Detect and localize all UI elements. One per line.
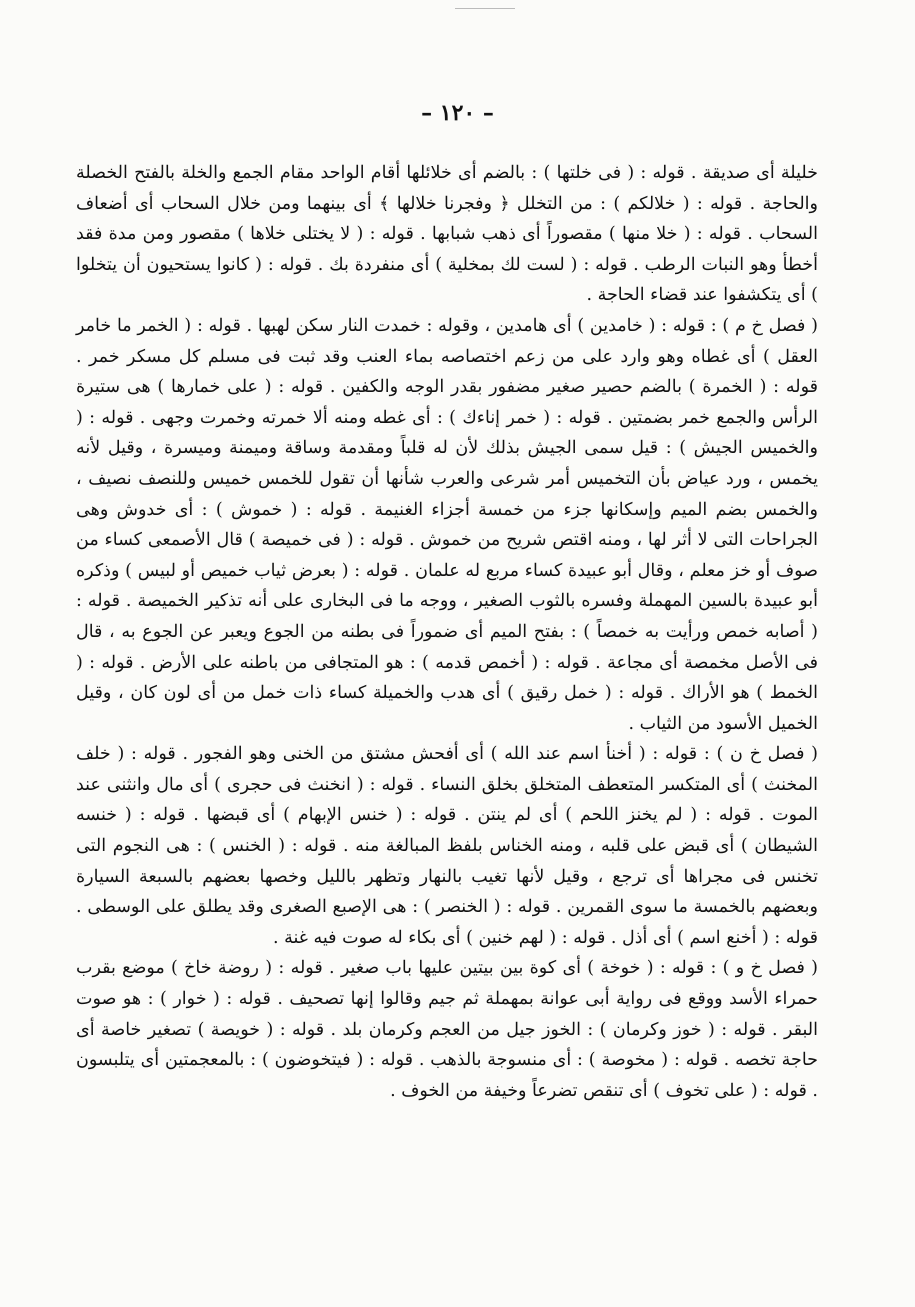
page-body [76,158,818,1106]
page-number: – ١٢٠ – [421,100,494,126]
paragraph-khl: خليلة أى صديقة . قوله : ( فى خلتها ) : بالضم أى خلائلها أقام الواحد مقام الجمع والخلة بالفتح الخصلة والحاجة . قوله : ( خلالكم ) : من التخلل ﴿ وفجرنا خلالها ﴾ أى بينهما ومن خلال السحاب أى أضعاف السحاب . قوله : ( خلا منها ) مقصوراً أى ذهب شبابها . قوله : ( لا يختلى خلاها ) مقصور ومن مدة فقد أخطأ وهو النبات الرطب . قوله : ( لست لك بمخلية ) أى منفردة بك . قوله : ( كانوا يستحيون أن يتخلوا ) أى يتكشفوا عند قضاء الحاجة . [76,163,818,306]
top-rule [455,8,515,9]
paragraph-fasl-kh-m: ( فصل خ م ) : قوله : ( خامدين ) أى هامدين ، وقوله : خمدت النار سكن لهبها . قوله : ( الخمر ما خامر العقل ) أى غطاه وهو وارد على من زعم اختصاصه بماء العنب وقد ثبت فى مسلم كل مسكر خمر . قوله : ( الخمرة ) بالضم حصير صغير مضفور بقدر الوجه والكفين . قوله : ( على خمارها ) هى ستيرة الرأس والجمع خمر بضمتين . قوله : ( خمر إناءك ) : أى غطه ومنه ألا خمرته وخمرت وجهى . قوله : ( والخميس الجيش ) : قيل سمى الجيش بذلك لأن له قلباً ومقدمة وساقة وميمنة وميسرة ، وقيل لأنه يخمس ، ورد عياض بأن التخميس أمر شرعى والعرب شأنها أن تقول للخمس خميس وللنصف نصيف ، والخمس بضم الميم وإسكانها جزء من خمسة أجزاء الغنيمة . قوله : ( خموش ) : أى خدوش وهى الجراحات التى لا أثر لها ، ومنه اقتص شريح من خموش . قوله : ( فى خميصة ) قال الأصمعى كساء من صوف أو خز معلم ، وقال أبو عبيدة كساء مربع له علمان . قوله : ( بعرض ثياب خميص أو لبيس ) وذكره أبو عبيدة بالسين المهملة وفسره بالثوب الصغير ، ووجه ما فى البخارى على أنه تذكير الخميصة . قوله : ( أصابه خمص ورأيت به خمصاً ) : بفتح الميم أى ضموراً فى بطنه من الجوع ويعبر عن الجوع به ، قال فى الأصل مخمصة أى مجاعة . قوله : ( أخمص قدمه ) : هو المتجافى من باطنه على الأرض . قوله : ( الخمط ) هو الأراك . قوله : ( خمل رقيق ) أى هدب والخميلة كساء ذات خمل من أى لون كان ، وقيل الخميل الأسود من الثياب . [76,315,818,734]
paragraph-fasl-kh-w: ( فصل خ و ) : قوله : ( خوخة ) أى كوة بين بيتين عليها باب صغير . قوله : ( روضة خاخ ) موضع بقرب حمراء الأسد ووقع فى رواية أبى عوانة بمهملة ثم جيم وقالوا إنها تصحيف . قوله : ( خوار ) : هو صوت البقر . قوله : ( خوز وكرمان ) : الخوز جيل من العجم وكرمان بلد . قوله : ( خويصة ) تصغير خاصة أى حاجة تخصه . قوله : ( مخوصة ) : أى منسوجة بالذهب . قوله : ( فيتخوضون ) : بالمعجمتين أى يتلبسون . قوله : ( على تخوف ) أى تنقص تضرعاً وخيفة من الخوف . [76,958,818,1101]
paragraph-fasl-kh-n: ( فصل خ ن ) : قوله : ( أخنأ اسم عند الله ) أى أفحش مشتق من الخنى وهو الفجور . قوله : ( خلف المخنث ) أى المتكسر المتعطف المتخلق بخلق النساء . قوله : ( انخنث فى حجرى ) أى مال وانثنى عند الموت . قوله : ( لم يخنز اللحم ) أى لم ينتن . قوله : ( خنس الإبهام ) أى قبضها . قوله : ( خنسه الشيطان ) أى قبض على قلبه ، ومنه الخناس بلفظ المبالغة منه . قوله : ( الخنس ) : هى النجوم التى تخنس فى مجراها أى ترجع ، وقيل لأنها تغيب بالنهار وتظهر بالليل وخصها بعضهم بالسبعة السيارة وبعضهم بالخمسة ما سوى القمرين . قوله : ( الخنصر ) : هى الإصبع الصغرى وقد يطلق على الوسطى . قوله : ( أخنع اسم ) أى أذل . قوله : ( لهم خنين ) أى بكاء له صوت فيه غنة . [76,744,818,948]
